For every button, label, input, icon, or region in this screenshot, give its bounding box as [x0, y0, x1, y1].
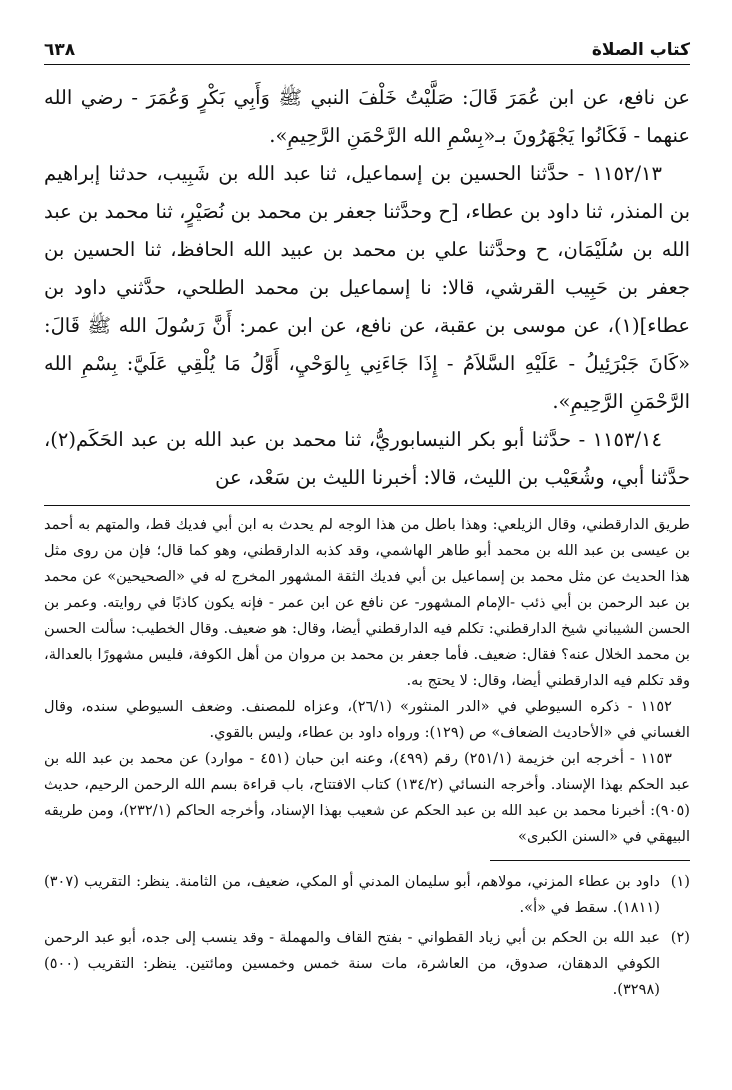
page-number: ٦٣٨ — [44, 40, 76, 60]
hadith-1153: ١١٥٣/١٤ - حدَّثنا أبو بكر النيسابوريُّ، ثنا محمد بن عبد الله بن عبد الحَكَم(٢)، حدَّثنا أبي، وشُعَيْب بن الليث، قالا: أخبرنا الليث بن سَعْد، عن — [44, 428, 690, 489]
footnote-separator — [490, 860, 690, 861]
note-continuation: طريق الدارقطني، وقال الزيلعي: وهذا باطل من هذا الوجه لم يحدث به ابن أبي فديك قط، والمتهم به أحمد بن عيسى بن عبد الله بن محمد أبو طاهر الهاشمي، وقد كذبه الدارقطني، وهو كما قال؛ فإن من روى مثل هذا الحديث عن مثل محمد بن إسماعيل بن أبي فديك الثقة المشهور المخرج له في «الصحيحين» عن محمد بن عبد الرحمن بن أبي ذئب -الإمام المشهور- عن نافع عن ابن عمر - فإنه يكون كاذبًا في روايته. وعمر بن الحسن الشيباني شيخ الدارقطني: تكلم فيه الدارقطني أيضا، وقال: هو ضعيف. وقال الخطيب: سألت الحسن بن محمد الخلال عنه؟ فقال: ضعيف. فأما جعفر بن محمد بن مروان من أهل الكوفة، فليس مشهورًا بالعدالة، وقد تكلم فيه الدارقطني أيضا، وقال: لا يحتج به. — [44, 516, 690, 689]
footnotes — [44, 869, 690, 1003]
note-1152: ١١٥٢ - ذكره السيوطي في «الدر المنثور» (٢٦/١)، وعزاه للمصنف. وضعف السيوطي سنده، وقال الغساني في «الأحاديث الضعاف» ص (١٢٩): ورواه داود بن عطاء، وليس بالقوي. — [44, 698, 690, 741]
page-header — [44, 40, 690, 65]
note-1153: ١١٥٣ - أخرجه ابن خزيمة (٢٥١/١) رقم (٤٩٩)، وعنه ابن حبان (٤٥١ - موارد) عن محمد بن عبد الله بن عبد الحكم بهذا الإسناد. وأخرجه النسائي (١٣٤/٢) كتاب الافتتاح، باب قراءة بسم الله الرحمن الرحيم، حديث (٩٠٥): أخبرنا محمد بن عبد الله بن عبد الحكم عن شعيب بهذا الإسناد، وأخرجه الحاكم (٢٣٢/١)، ومن طريقه البيهقي في «السنن الكبرى» — [44, 750, 690, 845]
footnote — [44, 925, 690, 1003]
hadith-1152: ١١٥٢/١٣ - حدَّثنا الحسين بن إسماعيل، ثنا عبد الله بن شَبِيب، حدثنا إبراهيم بن المنذر، ثنا داود بن عطاء، [ح وحدَّثنا جعفر بن محمد بن نُصَيْرٍ، ثنا محمد بن عبد الله بن سُلَيْمَان، ح وحدَّثنا علي بن محمد بن عبيد الله الحافظ، ثنا الحسين بن جعفر بن حَبِيب القرشي، قالا: نا إسماعيل بن محمد الطلحي، حدَّثني داود بن عطاء](١)، عن موسى بن عقبة، عن نافع، عن ابن عمر: أَنَّ رَسُولَ الله ﷺ قَالَ: «كَانَ جَبْرَئِيلُ - عَلَيْهِ السَّلاَمُ - إِذَا جَاءَنِي بِالوَحْيِ، أَوَّلُ مَا يُلْقِي عَلَيَّ: بِسْمِ الله الرَّحْمَنِ الرَّحِيمِ». — [44, 162, 690, 413]
footnote-text: عبد الله بن الحكم بن أبي زياد القطواني - بفتح القاف والمهملة - وقد ينسب إلى جده، أبو عبد الرحمن الكوفي الدهقان، صدوق، من العاشرة، مات سنة خمس وخمسين ومائتين. ينظر: التقريب (٥٠٠) (٣٢٩٨). — [44, 929, 660, 998]
footnote-text: داود بن عطاء المزني، مولاهم، أبو سليمان المدني أو المكي، ضعيف، من الثامنة. ينظر: التقريب (٣٠٧) (١٨١١). سقط في «أ». — [44, 873, 660, 916]
notes-separator — [44, 505, 690, 506]
main-text — [44, 79, 690, 497]
footnote — [44, 869, 690, 921]
footnote-number: (٢) — [670, 929, 690, 946]
footnote-number: (١) — [670, 873, 690, 890]
main-paragraph-1: عن نافع، عن ابن عُمَرَ قَالَ: صَلَّيْتُ خَلْفَ النبي ﷺ وَأَبِي بَكْرٍ وَعُمَرَ - رضي الله عنهما - فَكَانُوا يَجْهَرُونَ بـ«بِسْمِ الله الرَّحْمَنِ الرَّحِيمِ». — [44, 86, 690, 147]
book-title: كتاب الصلاة — [591, 40, 690, 60]
commentary-notes — [44, 512, 690, 850]
